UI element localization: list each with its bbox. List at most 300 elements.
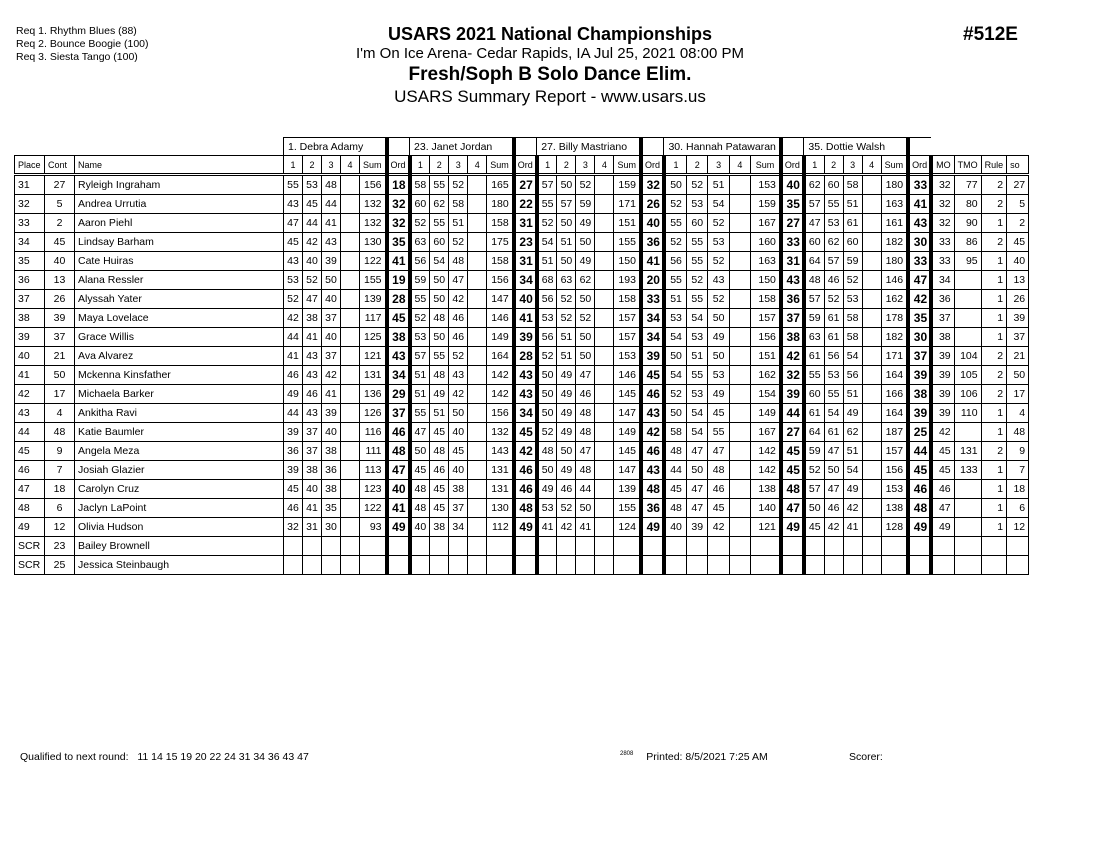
score-cell: 42 <box>322 366 341 385</box>
score-cell: 61 <box>804 347 824 366</box>
score-cell: 48 <box>708 461 729 480</box>
col-cont: Cont <box>45 156 75 175</box>
score-cell: 41 <box>284 347 303 366</box>
name-cell: Bailey Brownell <box>75 537 284 556</box>
ordinal-cell: 39 <box>781 385 804 404</box>
score-cell: 57 <box>804 195 824 214</box>
col-judge5-3: 3 <box>843 156 862 175</box>
score-cell: 47 <box>708 442 729 461</box>
score-cell: 54 <box>843 347 862 366</box>
sum-cell: 142 <box>487 366 514 385</box>
ordinal-cell: 47 <box>908 271 931 290</box>
table-row <box>15 537 1029 556</box>
score-cell: 59 <box>804 442 824 461</box>
score-cell: 63 <box>804 328 824 347</box>
score4-cell <box>341 271 360 290</box>
score-cell: 51 <box>708 175 729 195</box>
place-cell: 47 <box>15 480 45 499</box>
tmo-cell <box>954 537 981 556</box>
ordinal-cell: 40 <box>641 214 664 233</box>
score4-cell <box>729 175 750 195</box>
score-cell: 46 <box>449 309 468 328</box>
cont-cell: 23 <box>45 537 75 556</box>
score-cell: 48 <box>576 404 595 423</box>
sum-cell: 171 <box>881 347 908 366</box>
mo-cell: 36 <box>931 290 954 309</box>
sum-cell: 122 <box>360 252 387 271</box>
table-row <box>15 328 1029 347</box>
so-cell: 40 <box>1007 252 1029 271</box>
venue-date: I'm On Ice Arena- Cedar Rapids, IA Jul 25, 2021 08:00 PM <box>355 45 745 62</box>
score-cell: 44 <box>303 214 322 233</box>
score4-cell <box>729 423 750 442</box>
score4-cell <box>468 385 487 404</box>
score4-cell <box>595 366 614 385</box>
score-cell: 56 <box>537 290 557 309</box>
sum-cell <box>881 537 908 556</box>
score-cell: 54 <box>687 309 708 328</box>
score-cell: 46 <box>708 480 729 499</box>
rule-cell <box>981 537 1007 556</box>
score-cell: 46 <box>284 366 303 385</box>
score-cell: 45 <box>410 461 430 480</box>
score-cell <box>284 537 303 556</box>
place-cell: 42 <box>15 385 45 404</box>
rule-cell: 2 <box>981 366 1007 385</box>
sum-cell: 153 <box>751 175 781 195</box>
so-cell: 2 <box>1007 214 1029 233</box>
score4-cell <box>729 537 750 556</box>
tmo-cell: 110 <box>954 404 981 423</box>
score4-cell <box>468 271 487 290</box>
score-cell: 52 <box>687 175 708 195</box>
score-cell: 55 <box>430 214 449 233</box>
col-judge3-3: 3 <box>576 156 595 175</box>
score-cell: 58 <box>843 328 862 347</box>
ordinal-cell: 18 <box>387 175 410 195</box>
col-judge4-sum: Sum <box>751 156 781 175</box>
score4-cell <box>729 252 750 271</box>
score-cell: 50 <box>537 366 557 385</box>
ordinal-cell: 48 <box>641 480 664 499</box>
sum-cell <box>487 537 514 556</box>
score-cell: 46 <box>824 499 843 518</box>
rule-cell: 2 <box>981 347 1007 366</box>
table-row <box>15 366 1029 385</box>
score4-cell <box>595 175 614 195</box>
score-cell <box>687 537 708 556</box>
score-cell: 44 <box>322 195 341 214</box>
score4-cell <box>729 214 750 233</box>
score-cell <box>843 556 862 575</box>
place-cell: 32 <box>15 195 45 214</box>
sum-cell: 164 <box>487 347 514 366</box>
requirement-1: Req 1. Rhythm Blues (88) <box>16 25 137 37</box>
score4-cell <box>862 252 881 271</box>
sum-cell <box>751 537 781 556</box>
score-cell: 52 <box>557 499 576 518</box>
place-cell: 43 <box>15 404 45 423</box>
so-cell: 13 <box>1007 271 1029 290</box>
score-cell: 49 <box>430 385 449 404</box>
ordinal-cell: 40 <box>514 290 537 309</box>
ordinal-cell: 29 <box>387 385 410 404</box>
sum-cell: 155 <box>614 499 641 518</box>
score4-cell <box>468 442 487 461</box>
score-cell: 48 <box>576 461 595 480</box>
score4-cell <box>341 442 360 461</box>
col-judge1-3: 3 <box>322 156 341 175</box>
score4-cell <box>468 290 487 309</box>
ordinal-cell: 48 <box>781 480 804 499</box>
judge-name: 27. Billy Mastriano <box>537 138 641 156</box>
score-cell: 51 <box>843 442 862 461</box>
score-cell: 64 <box>804 252 824 271</box>
score-cell: 45 <box>804 518 824 537</box>
ordinal-cell: 43 <box>781 271 804 290</box>
name-cell: Katie Baumler <box>75 423 284 442</box>
score-cell: 60 <box>843 233 862 252</box>
col-judge2-4: 4 <box>468 156 487 175</box>
score-cell: 50 <box>430 328 449 347</box>
score4-cell <box>341 195 360 214</box>
col-judge3-1: 1 <box>537 156 557 175</box>
sum-cell: 142 <box>751 461 781 480</box>
score-cell: 49 <box>537 480 557 499</box>
score-cell: 45 <box>430 423 449 442</box>
score-cell: 49 <box>557 461 576 480</box>
score-cell: 55 <box>824 385 843 404</box>
score-cell: 53 <box>708 233 729 252</box>
sum-cell: 121 <box>360 347 387 366</box>
score-cell: 40 <box>449 423 468 442</box>
score-cell: 52 <box>557 290 576 309</box>
rule-cell: 1 <box>981 461 1007 480</box>
score-cell: 38 <box>322 442 341 461</box>
ordinal-cell: 31 <box>514 252 537 271</box>
score-cell: 39 <box>284 423 303 442</box>
score4-cell <box>341 328 360 347</box>
score-cell: 52 <box>537 347 557 366</box>
sum-cell: 157 <box>614 328 641 347</box>
sum-cell: 158 <box>487 214 514 233</box>
col-judge1-sum: Sum <box>360 156 387 175</box>
judge-ord-spacer <box>641 138 664 156</box>
score-cell: 60 <box>804 385 824 404</box>
score-cell: 48 <box>537 442 557 461</box>
col-judge3-2: 2 <box>557 156 576 175</box>
score-cell: 58 <box>410 175 430 195</box>
ordinal-cell: 45 <box>781 442 804 461</box>
mo-cell <box>931 556 954 575</box>
tmo-cell: 90 <box>954 214 981 233</box>
score-cell: 52 <box>708 252 729 271</box>
score-cell: 51 <box>410 385 430 404</box>
score4-cell <box>595 518 614 537</box>
column-header-row <box>15 156 1029 175</box>
sum-cell: 157 <box>751 309 781 328</box>
score-cell: 54 <box>708 195 729 214</box>
score-cell: 45 <box>708 404 729 423</box>
score-cell: 50 <box>664 175 687 195</box>
score-cell: 53 <box>687 385 708 404</box>
score4-cell <box>729 556 750 575</box>
col-judge1-ord: Ord <box>387 156 410 175</box>
mo-cell: 39 <box>931 347 954 366</box>
rule-cell <box>981 556 1007 575</box>
table-row <box>15 385 1029 404</box>
score-cell: 51 <box>537 252 557 271</box>
cont-cell: 7 <box>45 461 75 480</box>
score-cell: 51 <box>430 404 449 423</box>
score-cell: 43 <box>322 233 341 252</box>
rule-cell: 2 <box>981 233 1007 252</box>
score-cell: 46 <box>284 499 303 518</box>
rule-cell: 1 <box>981 404 1007 423</box>
col-judge2-1: 1 <box>410 156 430 175</box>
ordinal-cell: 33 <box>781 233 804 252</box>
score-cell: 40 <box>664 518 687 537</box>
score-cell: 50 <box>537 385 557 404</box>
score-cell: 45 <box>664 480 687 499</box>
col-judge5-ord: Ord <box>908 156 931 175</box>
score4-cell <box>341 366 360 385</box>
name-cell: Cate Huiras <box>75 252 284 271</box>
ordinal-cell: 41 <box>514 309 537 328</box>
score-cell: 58 <box>843 175 862 195</box>
score-cell: 49 <box>708 385 729 404</box>
table-row <box>15 499 1029 518</box>
score4-cell <box>341 252 360 271</box>
report-header <box>300 24 800 107</box>
so-cell <box>1007 556 1029 575</box>
score-cell: 53 <box>284 271 303 290</box>
so-cell: 7 <box>1007 461 1029 480</box>
sum-cell: 178 <box>881 309 908 328</box>
judge-name: 23. Janet Jordan <box>410 138 514 156</box>
score-cell: 49 <box>576 252 595 271</box>
score-cell: 50 <box>430 290 449 309</box>
sum-cell: 112 <box>487 518 514 537</box>
score4-cell <box>595 423 614 442</box>
table-row <box>15 347 1029 366</box>
ordinal-cell: 36 <box>641 233 664 252</box>
score-cell: 57 <box>804 480 824 499</box>
table-row <box>15 214 1029 233</box>
tmo-cell <box>954 309 981 328</box>
score-cell: 49 <box>557 423 576 442</box>
score-cell: 35 <box>322 499 341 518</box>
score-cell: 39 <box>322 404 341 423</box>
score4-cell <box>729 195 750 214</box>
score-cell: 53 <box>410 328 430 347</box>
score-cell: 55 <box>687 233 708 252</box>
score4-cell <box>729 518 750 537</box>
ordinal-cell: 35 <box>387 233 410 252</box>
col-judge5-sum: Sum <box>881 156 908 175</box>
ordinal-cell: 36 <box>641 499 664 518</box>
score-cell: 68 <box>537 271 557 290</box>
score-cell: 59 <box>804 309 824 328</box>
mo-cell: 42 <box>931 423 954 442</box>
score-cell: 61 <box>843 214 862 233</box>
ordinal-cell: 32 <box>387 195 410 214</box>
ordinal-cell: 30 <box>908 328 931 347</box>
score-cell <box>664 556 687 575</box>
score4-cell <box>862 499 881 518</box>
so-cell: 50 <box>1007 366 1029 385</box>
cont-cell: 5 <box>45 195 75 214</box>
score-cell: 51 <box>557 328 576 347</box>
score-cell: 47 <box>824 480 843 499</box>
qualified-line <box>20 751 309 763</box>
col-judge1-4: 4 <box>341 156 360 175</box>
score4-cell <box>341 518 360 537</box>
score-cell: 50 <box>557 442 576 461</box>
cont-cell: 9 <box>45 442 75 461</box>
ordinal-cell <box>641 537 664 556</box>
cont-cell: 18 <box>45 480 75 499</box>
score-cell: 50 <box>576 328 595 347</box>
sum-cell: 166 <box>881 385 908 404</box>
score-cell: 31 <box>303 518 322 537</box>
score4-cell <box>341 499 360 518</box>
ordinal-cell: 22 <box>514 195 537 214</box>
score4-cell <box>341 309 360 328</box>
score-cell: 62 <box>843 423 862 442</box>
tmo-cell: 80 <box>954 195 981 214</box>
score-cell: 49 <box>557 385 576 404</box>
col-judge2-ord: Ord <box>514 156 537 175</box>
ordinal-cell: 42 <box>641 423 664 442</box>
score-cell: 40 <box>303 252 322 271</box>
score-cell: 54 <box>430 252 449 271</box>
score4-cell <box>862 214 881 233</box>
score-cell: 40 <box>322 328 341 347</box>
ordinal-cell: 39 <box>908 404 931 423</box>
ordinal-cell: 49 <box>387 518 410 537</box>
sum-cell: 146 <box>614 366 641 385</box>
print-code: 2808 <box>620 751 634 757</box>
score-cell <box>322 537 341 556</box>
score-cell <box>303 537 322 556</box>
score4-cell <box>595 461 614 480</box>
score-cell: 41 <box>322 214 341 233</box>
rule-cell: 1 <box>981 271 1007 290</box>
name-cell: Jaclyn LaPoint <box>75 499 284 518</box>
score-cell: 48 <box>322 175 341 195</box>
sum-cell: 131 <box>487 461 514 480</box>
mo-cell: 39 <box>931 385 954 404</box>
table-row <box>15 271 1029 290</box>
score-cell: 53 <box>687 328 708 347</box>
score4-cell <box>729 461 750 480</box>
tmo-cell: 133 <box>954 461 981 480</box>
ordinal-cell: 47 <box>387 461 410 480</box>
score-cell <box>557 556 576 575</box>
ordinal-cell <box>781 537 804 556</box>
score-cell: 46 <box>557 480 576 499</box>
score-cell: 47 <box>687 480 708 499</box>
ordinal-cell: 46 <box>514 461 537 480</box>
score-cell: 41 <box>303 328 322 347</box>
score4-cell <box>468 309 487 328</box>
score-cell: 51 <box>843 385 862 404</box>
col-so: so <box>1007 156 1029 175</box>
tmo-cell: 106 <box>954 385 981 404</box>
name-cell: Angela Meza <box>75 442 284 461</box>
score-cell: 50 <box>664 347 687 366</box>
mo-cell: 38 <box>931 328 954 347</box>
score4-cell <box>468 461 487 480</box>
place-cell: 33 <box>15 214 45 233</box>
score-cell: 45 <box>708 499 729 518</box>
so-cell: 12 <box>1007 518 1029 537</box>
score4-cell <box>862 328 881 347</box>
score-cell: 47 <box>824 442 843 461</box>
score-cell: 52 <box>537 214 557 233</box>
place-cell: 46 <box>15 461 45 480</box>
sum-cell: 146 <box>881 271 908 290</box>
score-cell: 55 <box>410 404 430 423</box>
table-row <box>15 480 1029 499</box>
score-cell: 41 <box>303 499 322 518</box>
ordinal-cell: 35 <box>781 195 804 214</box>
score-cell: 49 <box>843 404 862 423</box>
score-cell: 50 <box>804 499 824 518</box>
score-cell: 52 <box>537 423 557 442</box>
score-cell: 45 <box>284 233 303 252</box>
mo-cell: 39 <box>931 366 954 385</box>
score-cell: 43 <box>303 347 322 366</box>
ordinal-cell: 45 <box>387 309 410 328</box>
score-cell <box>804 537 824 556</box>
sum-cell: 117 <box>360 309 387 328</box>
score-cell: 59 <box>410 271 430 290</box>
score-cell: 46 <box>303 385 322 404</box>
place-cell: 36 <box>15 271 45 290</box>
score-cell: 52 <box>708 214 729 233</box>
rule-cell: 1 <box>981 214 1007 233</box>
sum-cell: 147 <box>614 461 641 480</box>
score-cell: 30 <box>322 518 341 537</box>
col-judge3-sum: Sum <box>614 156 641 175</box>
score-cell <box>824 556 843 575</box>
score-cell: 50 <box>576 499 595 518</box>
col-judge2-sum: Sum <box>487 156 514 175</box>
ordinal-cell <box>514 537 537 556</box>
score-cell: 50 <box>430 271 449 290</box>
name-cell: Ava Alvarez <box>75 347 284 366</box>
place-cell: 35 <box>15 252 45 271</box>
so-cell: 21 <box>1007 347 1029 366</box>
judge-ord-spacer <box>387 138 410 156</box>
score4-cell <box>468 537 487 556</box>
score-cell: 51 <box>410 366 430 385</box>
sum-cell: 142 <box>751 442 781 461</box>
name-cell: Alyssah Yater <box>75 290 284 309</box>
tmo-cell: 77 <box>954 175 981 195</box>
score-cell: 45 <box>430 480 449 499</box>
sum-cell: 180 <box>881 175 908 195</box>
score-cell: 52 <box>410 214 430 233</box>
place-cell: 48 <box>15 499 45 518</box>
place-cell: 39 <box>15 328 45 347</box>
so-cell: 4 <box>1007 404 1029 423</box>
score4-cell <box>862 233 881 252</box>
ordinal-cell: 37 <box>387 404 410 423</box>
rule-cell: 2 <box>981 385 1007 404</box>
